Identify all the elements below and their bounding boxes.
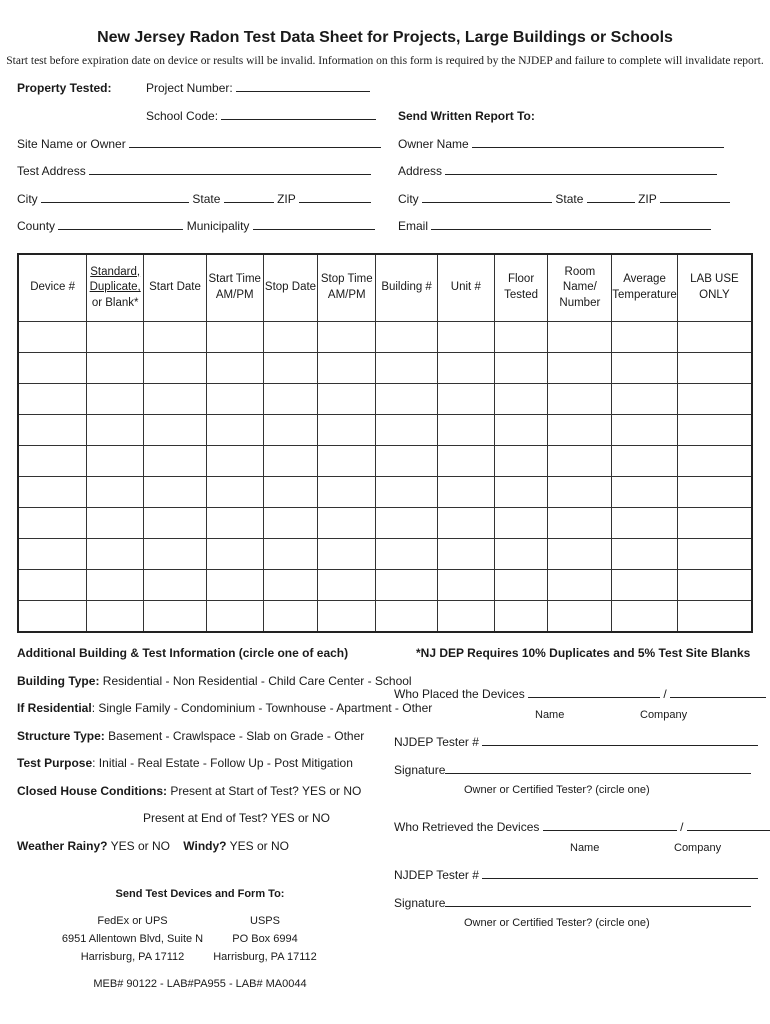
if-residential-row[interactable] (17, 701, 432, 715)
table-cell[interactable] (206, 477, 263, 508)
table-header-row (18, 254, 752, 322)
who-retrieved-field[interactable]: Who Retrieved the Devices / (394, 820, 770, 834)
lab-ids: MEB# 90122 - LAB#PA955 - LAB# MA0044 (93, 978, 307, 990)
table-cell[interactable] (87, 415, 144, 446)
table-cell[interactable] (87, 508, 144, 539)
table-cell[interactable] (548, 539, 612, 570)
table-cell[interactable] (376, 539, 438, 570)
closed-house-label: Closed House Conditions: (17, 784, 167, 798)
table-cell[interactable] (677, 477, 752, 508)
school-code-line (221, 109, 376, 120)
if-residential-options[interactable]: : Single Family - Condominium - Townhouse - Apartment - Other (91, 701, 433, 715)
table-cell[interactable] (87, 601, 144, 633)
header-start-time: Start Time AM/PM (206, 254, 263, 322)
placed-tester-line (482, 735, 758, 746)
table-row (18, 446, 752, 477)
table-cell[interactable] (437, 508, 494, 539)
zip-line (299, 192, 371, 203)
table-row (18, 539, 752, 570)
table-cell[interactable] (494, 539, 548, 570)
table-cell[interactable] (677, 353, 752, 384)
table-cell[interactable] (376, 322, 438, 353)
table-cell[interactable] (144, 570, 207, 601)
table-cell[interactable] (437, 415, 494, 446)
windy-label: Windy? (183, 839, 227, 853)
table-row (18, 477, 752, 508)
placed-signature-label: Signature (394, 763, 446, 777)
table-row (18, 353, 752, 384)
test-purpose-label: Test Purpose (17, 756, 93, 770)
email-label: Email (398, 219, 429, 233)
city-label: City (17, 192, 38, 206)
table-cell[interactable] (548, 508, 612, 539)
placed-signature-field[interactable] (394, 763, 751, 777)
fedex-line-1: FedEx or UPS (97, 915, 168, 927)
table-cell[interactable] (612, 322, 678, 353)
table-cell[interactable] (548, 415, 612, 446)
who-placed-label: Who Placed the Devices (394, 687, 525, 701)
send-report-label: Send Written Report To: (398, 109, 535, 123)
table-cell[interactable] (206, 322, 263, 353)
table-cell[interactable] (677, 570, 752, 601)
table-cell[interactable] (18, 353, 87, 384)
header-building: Building # (376, 254, 438, 322)
table-cell[interactable] (318, 570, 376, 601)
test-purpose-row[interactable] (17, 756, 353, 770)
report-zip-line (660, 192, 730, 203)
table-cell[interactable] (612, 570, 678, 601)
table-cell[interactable] (612, 508, 678, 539)
table-cell[interactable] (612, 384, 678, 415)
table-cell[interactable] (437, 384, 494, 415)
school-code-field[interactable] (146, 109, 376, 123)
report-city-label: City (398, 192, 419, 206)
table-cell[interactable] (437, 570, 494, 601)
building-type-options[interactable]: Residential - Non Residential - Child Care Center - School (102, 674, 412, 688)
table-cell[interactable] (144, 508, 207, 539)
page-title: New Jersey Radon Test Data Sheet for Projects, Large Buildings or Schools (97, 29, 673, 46)
windy-options[interactable]: YES or NO (229, 839, 289, 853)
header-device: Device # (18, 254, 87, 322)
placed-signature-line (445, 763, 751, 774)
table-row (18, 508, 752, 539)
who-placed-name-line (528, 687, 660, 698)
retrieved-signature-field[interactable] (394, 896, 751, 910)
property-city-row[interactable] (17, 192, 371, 206)
county-line (58, 219, 183, 230)
retrieved-owner-certified[interactable]: Owner or Certified Tester? (circle one) (464, 917, 650, 929)
who-placed-name-caption: Name (535, 709, 565, 721)
table-cell[interactable] (612, 415, 678, 446)
table-cell[interactable] (437, 353, 494, 384)
header-unit: Unit # (437, 254, 494, 322)
header-standard: Standard, Duplicate, or Blank* (87, 254, 144, 322)
table-cell[interactable] (318, 508, 376, 539)
table-cell[interactable] (494, 570, 548, 601)
placed-owner-certified[interactable]: Owner or Certified Tester? (circle one) (464, 784, 650, 796)
table-cell[interactable] (318, 415, 376, 446)
table-cell[interactable] (318, 322, 376, 353)
table-cell[interactable] (494, 353, 548, 384)
table-cell[interactable] (263, 415, 318, 446)
table-cell[interactable] (18, 446, 87, 477)
table-cell[interactable] (87, 446, 144, 477)
usps-line-1: USPS (250, 915, 280, 927)
table-cell[interactable] (376, 570, 438, 601)
school-code-label: School Code: (146, 109, 219, 123)
state-line (224, 192, 274, 203)
table-cell[interactable] (87, 477, 144, 508)
state-label: State (192, 192, 221, 206)
table-row (18, 570, 752, 601)
rainy-label: Weather Rainy? (17, 839, 108, 853)
table-cell[interactable] (494, 322, 548, 353)
project-number-line (236, 81, 370, 92)
table-cell[interactable] (18, 601, 87, 633)
table-cell[interactable] (18, 570, 87, 601)
fedex-line-3: Harrisburg, PA 17112 (80, 951, 185, 963)
site-name-field[interactable] (17, 137, 381, 151)
table-cell[interactable] (18, 477, 87, 508)
email-line (431, 219, 711, 230)
who-placed-company-caption: Company (640, 709, 688, 721)
project-number-label: Project Number: (146, 81, 233, 95)
device-data-table (17, 253, 753, 633)
header-average-temperature: Average Temperature (612, 254, 678, 322)
table-row (18, 384, 752, 415)
table-cell[interactable] (376, 601, 438, 633)
table-cell[interactable] (318, 446, 376, 477)
table-row (18, 601, 752, 633)
table-cell[interactable] (494, 477, 548, 508)
table-cell[interactable] (263, 322, 318, 353)
table-cell[interactable] (144, 322, 207, 353)
who-retrieved-name-caption: Name (570, 842, 600, 854)
test-address-label: Test Address (17, 164, 86, 178)
report-address-line (445, 164, 717, 175)
header-room: Room Name/ Number (548, 254, 612, 322)
table-cell[interactable] (18, 384, 87, 415)
table-cell[interactable] (437, 539, 494, 570)
table-cell[interactable] (548, 601, 612, 633)
table-cell[interactable] (18, 322, 87, 353)
table-cell[interactable] (376, 508, 438, 539)
who-placed-company-line (670, 687, 766, 698)
table-cell[interactable] (144, 539, 207, 570)
zip-label: ZIP (277, 192, 296, 206)
retrieved-tester-field[interactable] (394, 868, 758, 882)
table-cell[interactable] (206, 570, 263, 601)
table-cell[interactable] (494, 415, 548, 446)
table-cell[interactable] (263, 353, 318, 384)
table-cell[interactable] (263, 477, 318, 508)
test-purpose-options[interactable]: : Initial - Real Estate - Follow Up - Post Mitigation (92, 756, 353, 770)
placed-tester-field[interactable] (394, 735, 758, 749)
if-residential-label: If Residential (17, 701, 92, 715)
table-cell[interactable] (18, 508, 87, 539)
table-cell[interactable] (677, 601, 752, 633)
test-address-field[interactable] (17, 164, 371, 178)
table-cell[interactable] (376, 384, 438, 415)
table-row (18, 322, 752, 353)
fedex-address (60, 912, 205, 966)
table-cell[interactable] (206, 446, 263, 477)
table-cell[interactable] (548, 322, 612, 353)
retrieved-signature-line (445, 896, 751, 907)
table-cell[interactable] (87, 539, 144, 570)
structure-type-row[interactable] (17, 729, 364, 743)
who-retrieved-company-caption: Company (674, 842, 722, 854)
table-cell[interactable] (612, 539, 678, 570)
table-cell[interactable] (87, 570, 144, 601)
usps-address (205, 912, 325, 966)
report-address-field[interactable] (398, 164, 717, 178)
who-retrieved-label: Who Retrieved the Devices (394, 820, 540, 834)
who-retrieved-name-line (543, 820, 677, 831)
table-cell[interactable] (87, 322, 144, 353)
table-cell[interactable] (612, 353, 678, 384)
project-number-field[interactable] (146, 81, 370, 95)
table-cell[interactable] (437, 601, 494, 633)
table-cell[interactable] (677, 415, 752, 446)
site-name-line (129, 137, 381, 148)
owner-name-line (472, 137, 724, 148)
table-cell[interactable] (376, 353, 438, 384)
weather-row[interactable] (17, 839, 289, 853)
table-cell[interactable] (612, 446, 678, 477)
table-cell[interactable] (318, 477, 376, 508)
header-start-date: Start Date (144, 254, 207, 322)
email-field[interactable] (398, 219, 711, 233)
building-type-label: Building Type: (17, 674, 100, 688)
table-row (18, 415, 752, 446)
table-cell[interactable] (376, 415, 438, 446)
municipality-label: Municipality (186, 219, 250, 233)
county-row[interactable] (17, 219, 375, 233)
retrieved-signature-label: Signature (394, 896, 446, 910)
fedex-line-2: 6951 Allentown Blvd, Suite N (61, 933, 204, 945)
table-cell[interactable] (144, 601, 207, 633)
table-cell[interactable] (206, 539, 263, 570)
structure-type-label: Structure Type: (17, 729, 105, 743)
table-cell[interactable] (87, 384, 144, 415)
table-cell[interactable] (144, 415, 207, 446)
table-cell[interactable] (144, 353, 207, 384)
table-cell[interactable] (206, 415, 263, 446)
placed-tester-label: NJDEP Tester # (394, 735, 479, 749)
table-cell[interactable] (263, 601, 318, 633)
usps-line-2: PO Box 6994 (232, 933, 298, 945)
table-cell[interactable] (437, 477, 494, 508)
table-cell[interactable] (612, 601, 678, 633)
table-cell[interactable] (263, 508, 318, 539)
table-cell[interactable] (263, 446, 318, 477)
table-cell[interactable] (494, 384, 548, 415)
table-cell[interactable] (612, 477, 678, 508)
report-city-line (422, 192, 552, 203)
who-placed-field[interactable]: Who Placed the Devices / (394, 687, 766, 701)
report-address-label: Address (398, 164, 443, 178)
table-cell[interactable] (87, 353, 144, 384)
table-cell[interactable] (144, 477, 207, 508)
closed-end-options[interactable]: Present at End of Test? YES or NO (143, 811, 330, 825)
table-cell[interactable] (263, 384, 318, 415)
table-cell[interactable] (548, 570, 612, 601)
table-cell[interactable] (206, 384, 263, 415)
table-cell[interactable] (376, 446, 438, 477)
table-cell[interactable] (677, 446, 752, 477)
table-cell[interactable] (144, 446, 207, 477)
table-cell[interactable] (318, 539, 376, 570)
owner-name-field[interactable] (398, 137, 724, 151)
table-cell[interactable] (677, 539, 752, 570)
table-cell[interactable] (206, 601, 263, 633)
owner-name-label: Owner Name (398, 137, 469, 151)
table-cell[interactable] (206, 508, 263, 539)
closed-start-options[interactable]: Present at Start of Test? YES or NO (170, 784, 362, 798)
table-cell[interactable] (548, 384, 612, 415)
table-cell[interactable] (263, 570, 318, 601)
report-state-label: State (555, 192, 584, 206)
test-address-line (89, 164, 371, 175)
table-cell[interactable] (494, 601, 548, 633)
header-lab-use: LAB USE ONLY (677, 254, 752, 322)
table-cell[interactable] (318, 353, 376, 384)
table-cell[interactable] (677, 384, 752, 415)
retrieved-tester-line (482, 868, 758, 879)
table-cell[interactable] (494, 508, 548, 539)
table-cell[interactable] (206, 353, 263, 384)
municipality-line (253, 219, 375, 230)
building-type-row[interactable] (17, 674, 412, 688)
header-stop-date: Stop Date (263, 254, 318, 322)
header-stop-time: Stop Time AM/PM (318, 254, 376, 322)
report-zip-label: ZIP (638, 192, 657, 206)
send-devices-title: Send Test Devices and Form To: (115, 888, 285, 900)
rainy-options[interactable]: YES or NO (110, 839, 170, 853)
page-subtitle: Start test before expiration date on device or results will be invalid. Information on this form is required by the NJDEP and failure to complete will invalidate report. (6, 55, 764, 67)
table-cell[interactable] (18, 415, 87, 446)
property-tested-label: Property Tested: (17, 81, 112, 95)
nj-dep-note: *NJ DEP Requires 10% Duplicates and 5% Test Site Blanks (416, 646, 751, 660)
site-name-label: Site Name or Owner (17, 137, 126, 151)
additional-info-title: Additional Building & Test Information (circle one of each) (17, 646, 349, 660)
table-cell[interactable] (376, 477, 438, 508)
city-line (41, 192, 189, 203)
who-retrieved-company-line (687, 820, 770, 831)
retrieved-tester-label: NJDEP Tester # (394, 868, 479, 882)
closed-house-row[interactable] (17, 784, 361, 798)
table-cell[interactable] (437, 446, 494, 477)
report-state-line (587, 192, 635, 203)
table-cell[interactable] (263, 539, 318, 570)
table-cell[interactable] (144, 384, 207, 415)
table-cell[interactable] (18, 539, 87, 570)
header-floor: Floor Tested (494, 254, 548, 322)
county-label: County (17, 219, 56, 233)
table-cell[interactable] (318, 384, 376, 415)
table-cell[interactable] (318, 601, 376, 633)
table-cell[interactable] (548, 353, 612, 384)
table-cell[interactable] (677, 508, 752, 539)
table-cell[interactable] (677, 322, 752, 353)
usps-line-3: Harrisburg, PA 17112 (213, 951, 317, 963)
table-cell[interactable] (494, 446, 548, 477)
structure-type-options[interactable]: Basement - Crawlspace - Slab on Grade - Other (108, 729, 365, 743)
table-cell[interactable] (548, 477, 612, 508)
table-cell[interactable] (437, 322, 494, 353)
report-city-row[interactable] (398, 192, 730, 206)
table-cell[interactable] (548, 446, 612, 477)
